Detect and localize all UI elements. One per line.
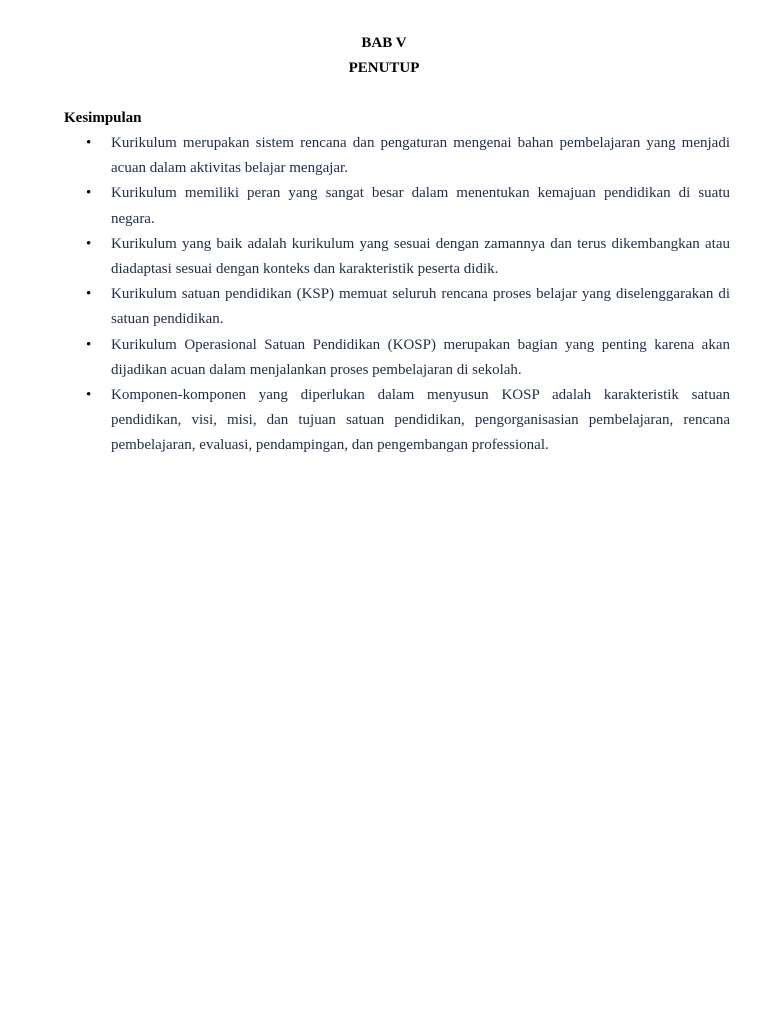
list-item (0, 181, 768, 231)
conclusion-list (0, 131, 768, 459)
chapter-heading: BAB V (361, 35, 407, 51)
bullet-icon: • (86, 235, 92, 252)
bullet-icon: • (86, 336, 92, 353)
bullet-icon: • (86, 387, 92, 404)
list-item-text: Kurikulum Operasional Satuan Pendidikan (KOSP) merupakan bagian yang penting karena akan dijadikan acuan dalam menjalankan proses pembelajaran di sekolah. (111, 336, 730, 378)
section-title: Kesimpulan (64, 110, 142, 126)
list-item-text: Komponen-komponen yang diperlukan dalam menyusun KOSP adalah karakteristik satuan pendidikan, visi, misi, dan tujuan satuan pendidikan, pengorganisasian pembelajaran, rencana pembelajaran, evaluasi, pendampingan, dan pengembangan professional. (111, 387, 730, 454)
list-item (0, 232, 768, 282)
list-item-text: Kurikulum memiliki peran yang sangat besar dalam menentukan kemajuan pendidikan di suatu negara. (111, 185, 730, 227)
bullet-icon: • (86, 185, 92, 202)
bullet-icon: • (86, 286, 92, 303)
list-item (0, 131, 768, 181)
list-item-text: Kurikulum merupakan sistem rencana dan pengaturan mengenai bahan pembelajaran yang menjadi acuan dalam aktivitas belajar mengajar. (111, 135, 730, 177)
list-item (0, 383, 768, 459)
list-item-text: Kurikulum satuan pendidikan (KSP) memuat seluruh rencana proses belajar yang diselenggarakan di satuan pendidikan. (111, 286, 730, 328)
bullet-icon: • (86, 135, 92, 151)
list-item (0, 333, 768, 383)
list-item-text: Kurikulum yang baik adalah kurikulum yang sesuai dengan zamannya dan terus dikembangkan atau diadaptasi sesuai dengan konteks dan karakteristik peserta didik. (111, 235, 730, 278)
chapter-title: PENUTUP (348, 60, 420, 76)
list-item (0, 282, 768, 332)
